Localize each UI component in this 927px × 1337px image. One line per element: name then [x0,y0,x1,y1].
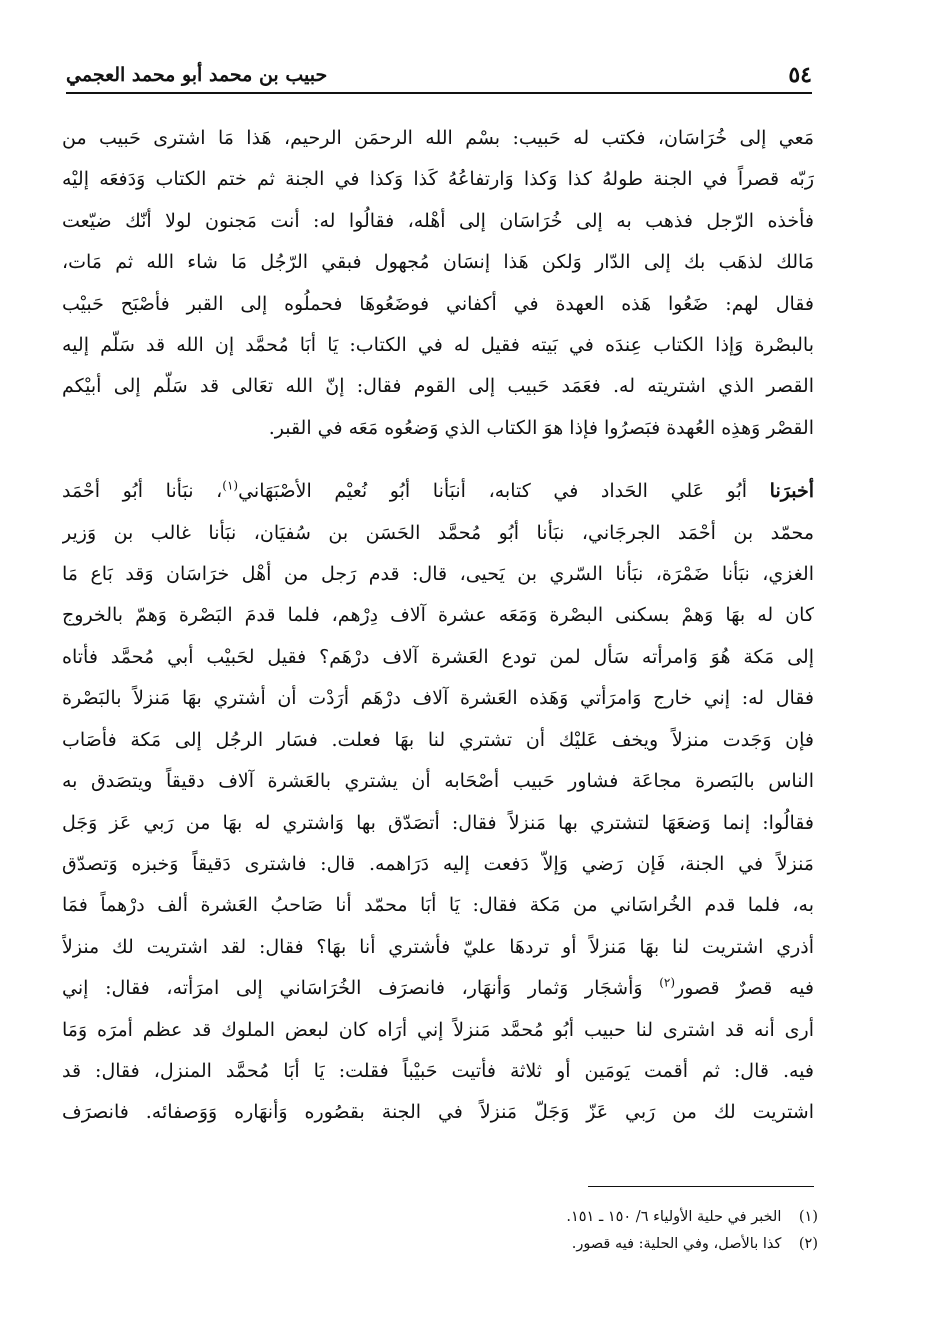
footnote-divider [588,1186,814,1187]
text-line: فإن وَجَدت منزلاً ويخف عَليْك أن تشتري لنا بهَا فعلت. فسَار الرجُل إلى مَكة فأصَاب [62,728,814,751]
text-line: القصْر وَهذِه العُهدة فبَصرُوا فإذا هوَ الكتاب الذي وَضعُوه مَعَه في القبر. [268,416,814,439]
paragraph-2 [62,471,814,1134]
text-line: كان له بهَا وَهمْ بسكنى البصْرة وَمَعَه عشرة آلاف دِرْهم، فلما قدمَ البَصْرة وَهمّ بالخروج [62,604,814,627]
footnote-ref-1: (١) [222,478,239,493]
text-segment: وَأشجَار وَثمار وَأنهَار، فانصرَف الخُرَاسَاني إلى امرَأته، فقال: إني [62,977,660,1000]
text-segment: فيه قصرٌ قصور [675,977,814,1000]
page-header [66,52,812,94]
footnote-number: (٢) [798,1236,818,1252]
text-line: الغزي، نبَأنا ضَمْرَة، نبَأنا السّري بن يَحيى، قال: قدم رَجل من أهْل خرَاسَان وَقد بَاع مَا [62,563,814,586]
text-line-with-note [62,968,814,1009]
text-line: فيه. قال: ثم أقمت يَومَين أو ثلاثة فأتيت حَبيْباً فقلت: يَا أبَا مُحمَّد المنزل، فقال: قد [62,1059,814,1082]
text-segment: ، نبَأنا أبُو أحْمَد [62,480,223,503]
text-line: أذري اشتريت لنا بهَا مَنزلاً أو تردهَا عليّ فأشتري أنا بهَا؟ فقال: لقد اشتريت لك منزلاً [62,935,814,958]
text-line: به، فلما قدم الخُراسَاني من مَكة فقال: يَا أبَا محمّد أنا صَاحبُ العَشرة ألف درْهماً فمَا [62,894,814,917]
text-line: اشتريت لك من رَبي عَزّ وَجَلّ مَنزلاً في الجنة بقصُوره وَأنهَاره وَوَصفائه. فانصرَف [62,1101,814,1124]
text-line: مَعي إلى خُرَاسَان، فكتب له حَبيب: بسْم الله الرحمَن الرحيم، هَذا مَا اشترى حَبيب من [62,127,814,149]
running-title: حبيب بن محمد أبو محمد العجمي [66,64,328,86]
text-line: القصر الذي اشتريته له. فعَمَد حَبيب إلى القوم فقال: إنّ الله تعَالى قد سَلّم إلى أبيْكم [62,375,814,398]
footnote-text: الخبر في حلية الأولياء ٦/ ١٥٠ ـ ١٥١. [566,1209,782,1225]
text-segment: أبُو عَلي الحَداد في كتابه، أنبَأنا أبُو نُعيْم الأصْبَهَاني [238,480,748,503]
text-line-first [62,471,814,512]
footnotes [420,1204,818,1258]
text-line: مَنزلاً في الجنة، فَإن رَضي وَإلاّ دَفعت إليه دَرَاهمه. قال: فاشترى دَقيقاً وَخبزه وَتصدّق [62,852,814,875]
page-number: ٥٤ [788,62,812,88]
text-line: فقال له: إني خارج وَامرَأتي وَهَذه العَشرة آلاف درْهَم أرَدْت أن أشتري بهَا مَنزلاً بالبَصْرة [62,687,814,710]
text-line: بالبصْرة وَإذا الكتاب عِندَه في بَيته فقيل له في الكتاب: يَا أبَا مُحمَّد إن الله قد سَلّم إليه [62,334,814,357]
lead-word: أخبرَنا [769,480,814,503]
text-line: إلى مَكة هُوَ وَامرأته سَأل لمن تودع العَشرة آلاف درْهَم؟ فقيل لحَبيْب أبي مُحمَّد فأتاه [62,645,814,668]
text-line: أرى أنه قد اشترى لنا حبيب أبُو مُحمَّد مَنزلاً إني أرَاه كان لبعض الملوك قد عظم أمرَه وَمَا [62,1018,814,1041]
text-line: رَبّه قصراً في الجنة طولهُ كذا وَكذا وَارتفاعُهُ كَذا وَكذا في الجنة ثم ختم الكتاب وَدَفعَه إليْه [62,168,814,191]
footnote-ref-2: (٢) [659,975,676,990]
body-text [62,118,814,1134]
text-line: فقال لهم: ضَعُوا هَذه العهدة في أكفاني فوضَعُوهَا فحملُوه إلى القبر فأصْبَح حَبيْب [62,292,814,315]
text-line: مَالك لذهَب بك إلى الدّار وَلكن هَذا إنسَان مُجهول فبقي الرّجُل مَا شاء الله ثم مَات، [62,251,814,274]
paragraph-1 [62,118,814,449]
text-line: فقالُوا: إنما وَضعَهَا لتشتري بها مَنزلاً فقال: أتصَدّق بها وَاشتري له بهَا من رَبي عَز وَجَل [62,811,814,834]
footnote-1 [420,1204,818,1231]
text-line: فأخذه الرّجل فذهب به إلى خُرَاسَان إلى أهْله، فقالُوا له: أنت مَجنون لولا أنّك ضيّعت [62,209,814,232]
footnote-number: (١) [798,1209,818,1225]
text-line: الناس بالبَصرة مجاعَة فشاور حَبيب أصْحَابه أن يشتري بالعَشرة آلاف دقيقاً ويتصَدق به [62,770,814,793]
footnote-2 [420,1231,818,1258]
text-line: محمّد بن أحْمَد الجرجَاني، نبَأنا أبُو مُحمَّد الحَسَن بن سُفيَان، نبَأنا غالب بن وَزير [62,521,814,544]
footnote-text: كذا بالأصل، وفي الحلية: فيه قصور. [571,1236,782,1252]
